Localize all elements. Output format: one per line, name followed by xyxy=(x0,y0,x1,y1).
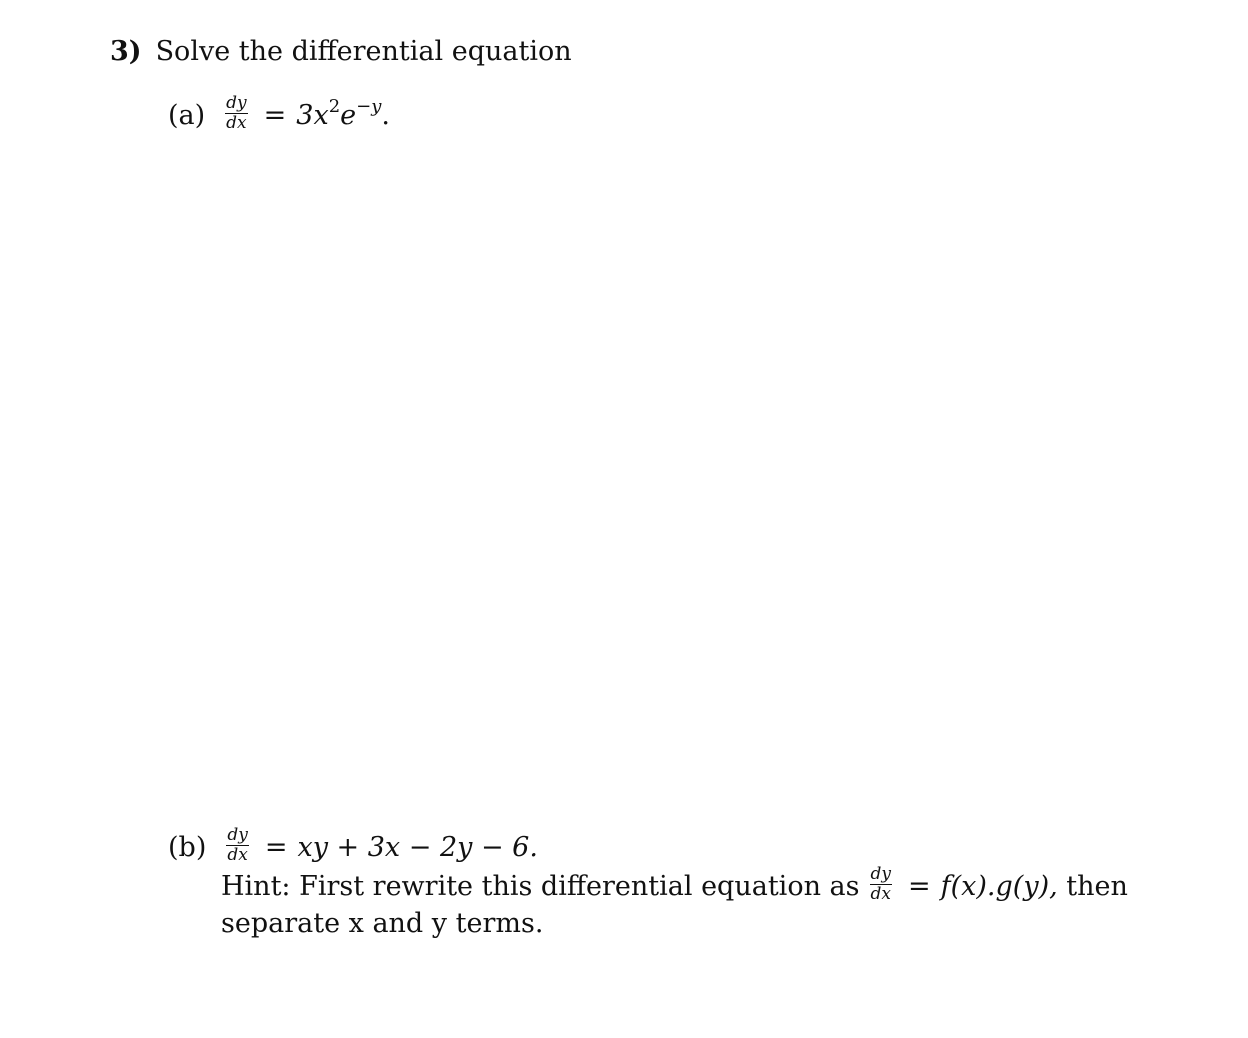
part-a-period: . xyxy=(381,100,390,131)
hint-form: f(x).g(y), xyxy=(940,871,1058,902)
part-a-frac-numerator: dy xyxy=(226,93,247,113)
part-a-rhs-e: e xyxy=(340,100,357,131)
hint-equals: = xyxy=(908,871,931,902)
hint-frac-denominator: dx xyxy=(870,884,891,904)
part-b-hint xyxy=(221,864,1128,942)
part-a-rhs-exponent-2: −y xyxy=(356,96,382,117)
part-b-equation xyxy=(168,825,538,867)
part-a-frac-denominator: dx xyxy=(226,113,247,133)
part-a-equation xyxy=(168,93,390,135)
hint-frac-numerator: dy xyxy=(870,864,891,884)
part-b-equals: = xyxy=(264,832,288,863)
part-a-label: (a) xyxy=(168,100,206,131)
part-a-equals: = xyxy=(263,100,287,131)
question-number: 3) xyxy=(110,36,142,67)
hint-derivative xyxy=(870,866,893,903)
part-a-derivative xyxy=(225,95,248,132)
question-prompt: Solve the differential equation xyxy=(155,36,572,67)
question-header xyxy=(110,38,572,65)
hint-line-2: separate x and y terms. xyxy=(221,908,544,939)
part-b-label: (b) xyxy=(168,832,207,863)
part-b-derivative xyxy=(226,827,249,864)
hint-then: then xyxy=(1066,871,1128,902)
part-a-rhs-exponent-1: 2 xyxy=(328,96,341,117)
part-a-rhs-base: 3x xyxy=(296,100,329,131)
part-b-frac-denominator: dx xyxy=(227,845,248,865)
hint-prefix: Hint: First rewrite this differential equation as xyxy=(221,871,860,902)
part-b-rhs: xy + 3x − 2y − 6. xyxy=(297,832,538,863)
part-b-frac-numerator: dy xyxy=(227,825,248,845)
hint-line-1 xyxy=(221,864,1128,906)
